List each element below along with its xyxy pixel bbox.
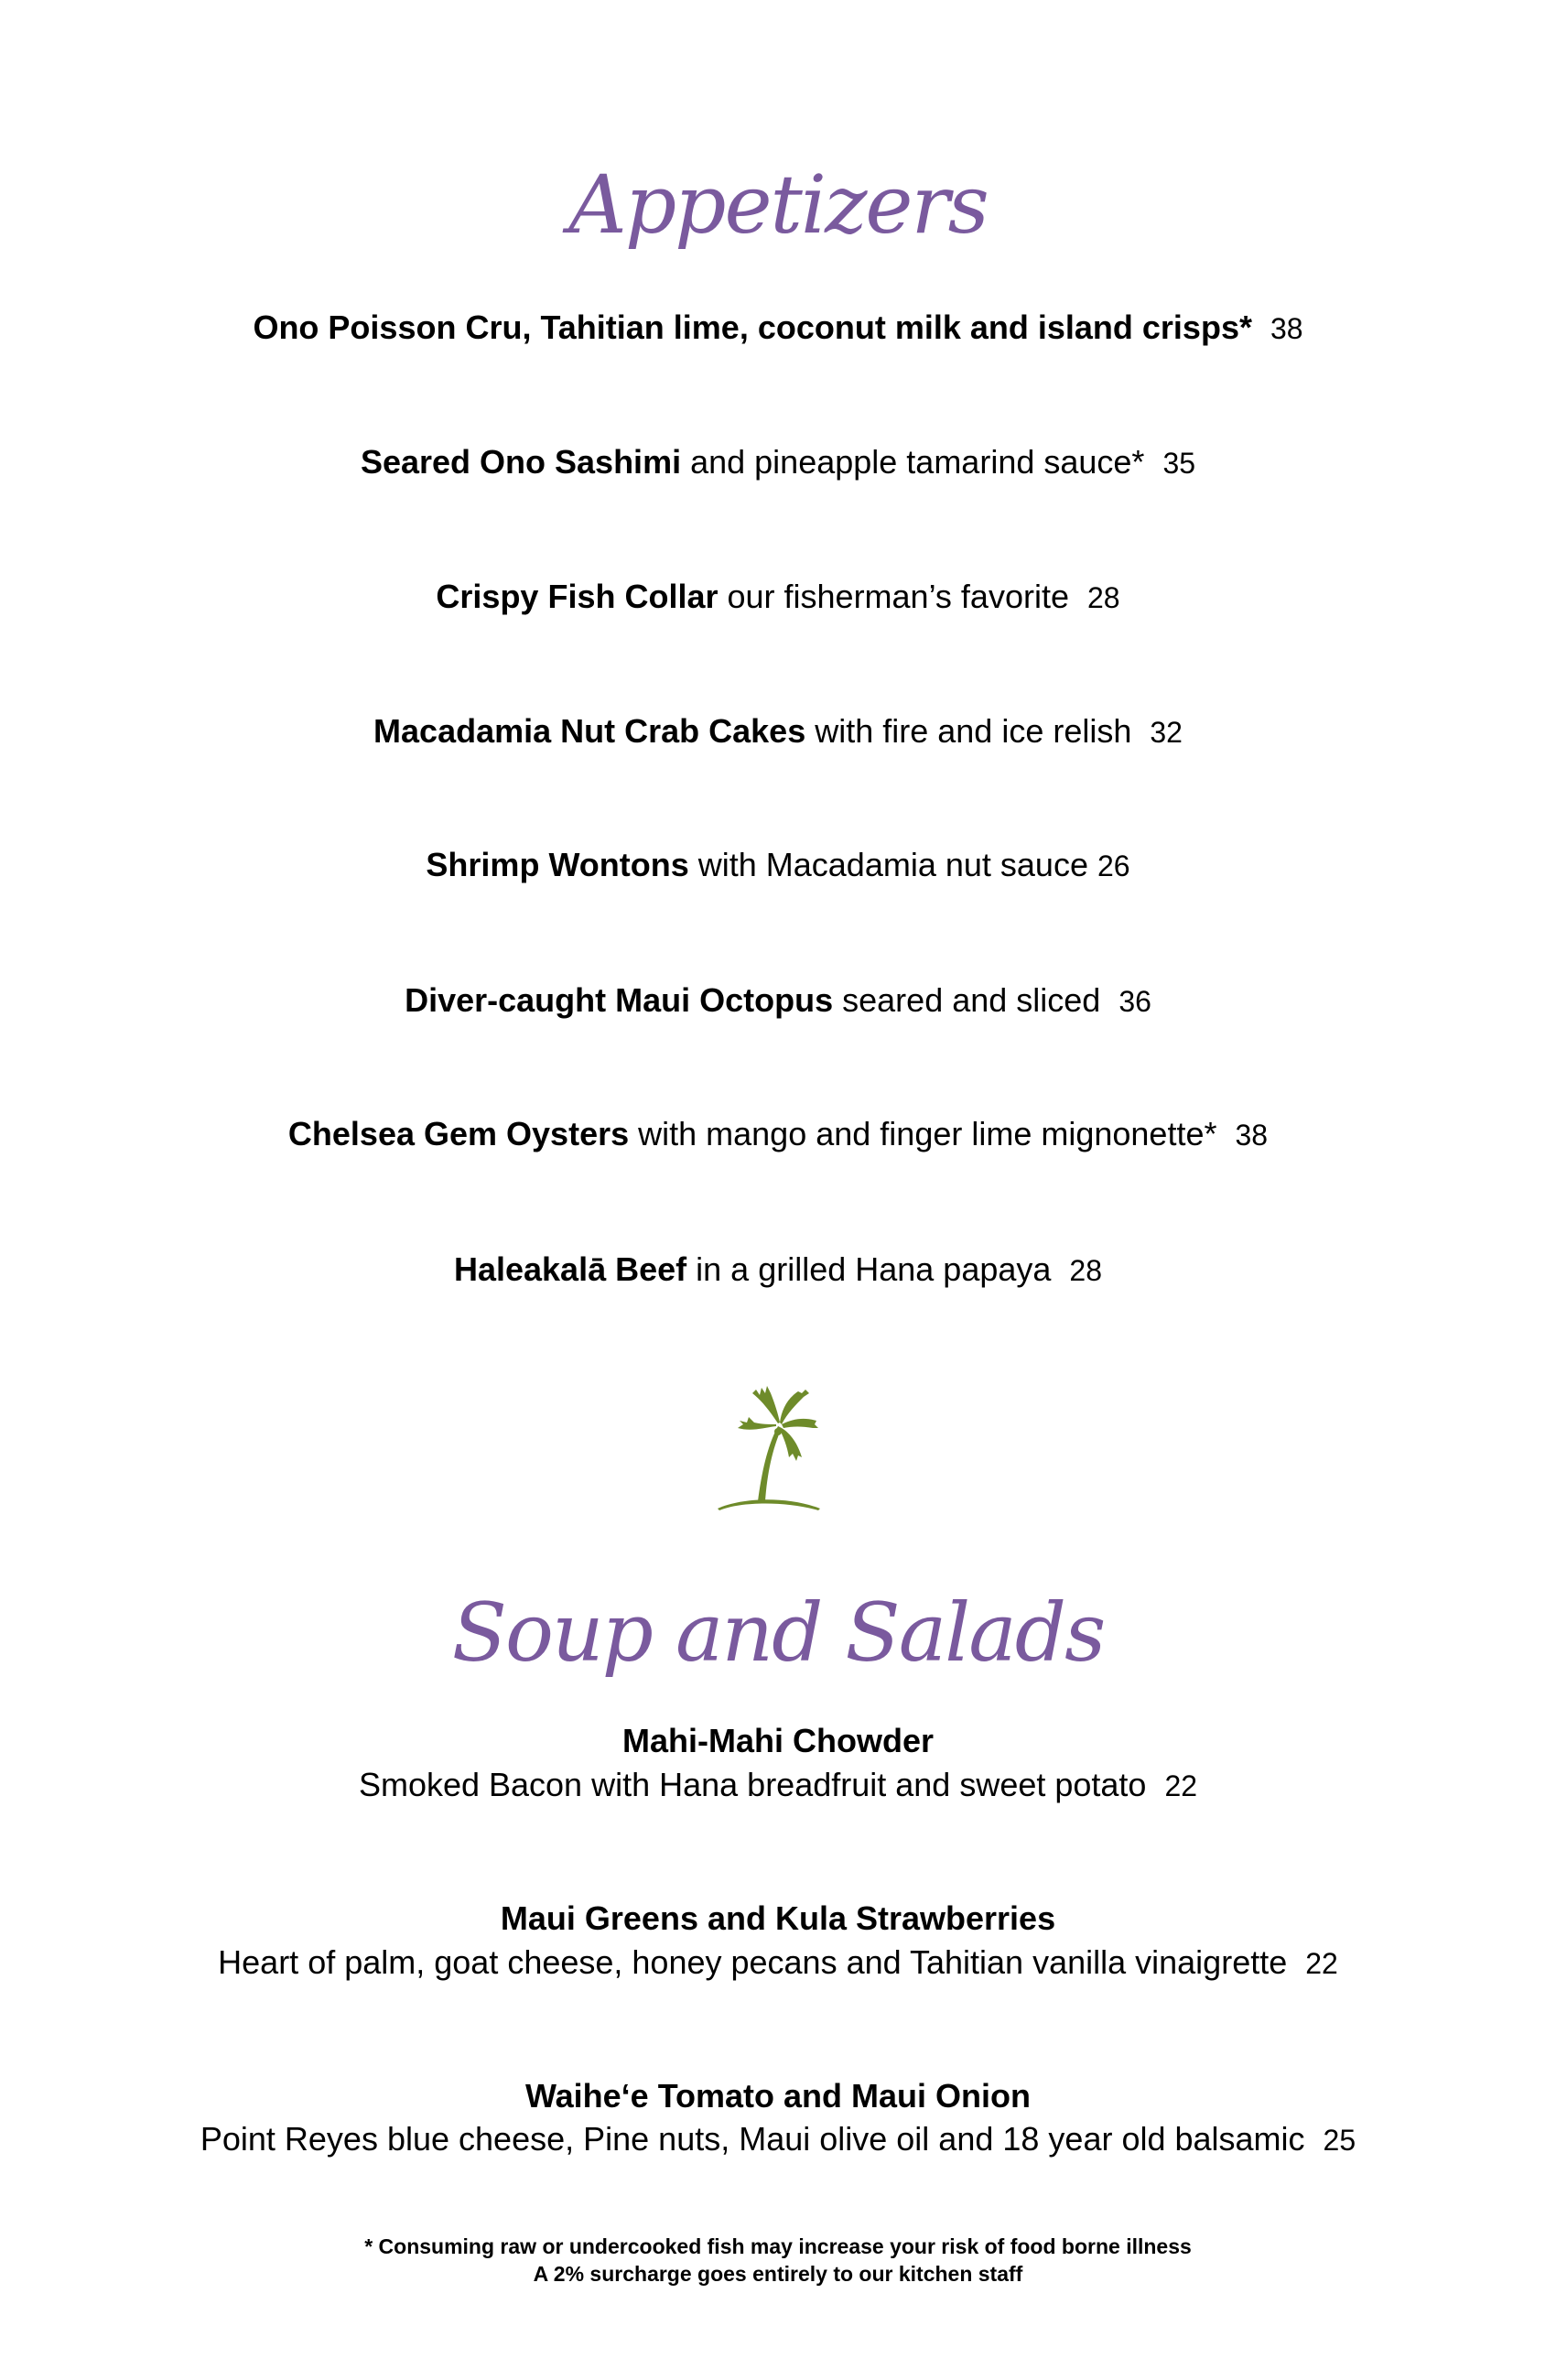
item-price: 28 <box>1069 1254 1103 1287</box>
item-desc: in a grilled Hana papaya <box>686 1250 1052 1288</box>
palm-tree-icon <box>714 1373 824 1510</box>
item-name: Crispy Fish Collar <box>436 578 719 615</box>
item-name: Macadamia Nut Crab Cakes <box>373 712 806 750</box>
item-name: Haleakalā Beef <box>453 1250 687 1288</box>
item-desc: with mango and finger lime mignonette* <box>629 1115 1217 1152</box>
menu-item <box>0 1942 1556 1982</box>
item-name: Maui Greens and Kula Strawberries <box>500 1899 1056 1937</box>
menu-item <box>0 442 1556 481</box>
menu-item <box>0 711 1556 751</box>
item-desc: with Macadamia nut sauce <box>688 846 1088 883</box>
item-desc: seared and sliced <box>833 981 1101 1019</box>
item-desc: Heart of palm, goat cheese, honey pecans and Tahitian vanilla vinaigrette <box>218 1943 1288 1981</box>
menu-item <box>0 577 1556 616</box>
menu-item <box>0 1765 1556 1804</box>
item-name: Diver-caught Maui Octopus <box>405 981 834 1019</box>
item-price: 22 <box>1164 1769 1198 1802</box>
item-desc: our fisherman’s favorite <box>718 578 1069 615</box>
menu-item <box>0 980 1556 1020</box>
item-name: Waihe‘e Tomato and Maui Onion <box>524 2077 1031 2115</box>
footer-disclaimer <box>0 2234 1556 2288</box>
menu-item <box>0 1114 1556 1153</box>
menu-item <box>0 308 1556 347</box>
item-desc: Smoked Bacon with Hana breadfruit and sweet potato <box>358 1766 1147 1803</box>
soup-salads-heading: Soup and Salads <box>451 1585 1105 1680</box>
item-name: Ono Poisson Cru, Tahitian lime, coconut milk and island crisps* <box>253 308 1252 346</box>
raw-fish-warning: * Consuming raw or undercooked fish may increase your risk of food borne illness <box>364 2234 1192 2258</box>
item-name: Mahi-Mahi Chowder <box>622 1722 934 1759</box>
item-desc: with fire and ice relish <box>805 712 1132 750</box>
item-name: Shrimp Wontons <box>426 846 689 883</box>
item-price: 25 <box>1323 2124 1356 2157</box>
menu-item <box>0 2119 1556 2158</box>
item-price: 26 <box>1097 849 1130 882</box>
item-price: 28 <box>1087 581 1120 614</box>
surcharge-note: A 2% surcharge goes entirely to our kitchen staff <box>533 2261 1023 2286</box>
item-price: 22 <box>1305 1947 1338 1980</box>
item-name: Chelsea Gem Oysters <box>287 1115 630 1152</box>
item-price: 35 <box>1162 447 1196 480</box>
item-name: Seared Ono Sashimi <box>360 443 682 481</box>
item-price: 32 <box>1150 716 1183 749</box>
item-desc: and pineapple tamarind sauce* <box>681 443 1145 481</box>
menu-item <box>0 1250 1556 1289</box>
item-price: 38 <box>1270 312 1303 345</box>
item-price: 36 <box>1118 985 1151 1018</box>
appetizers-heading: Appetizers <box>568 157 988 252</box>
item-price: 38 <box>1235 1119 1269 1152</box>
item-desc: Point Reyes blue cheese, Pine nuts, Maui olive oil and 18 year old balsamic <box>200 2120 1305 2158</box>
menu-item <box>0 845 1556 884</box>
